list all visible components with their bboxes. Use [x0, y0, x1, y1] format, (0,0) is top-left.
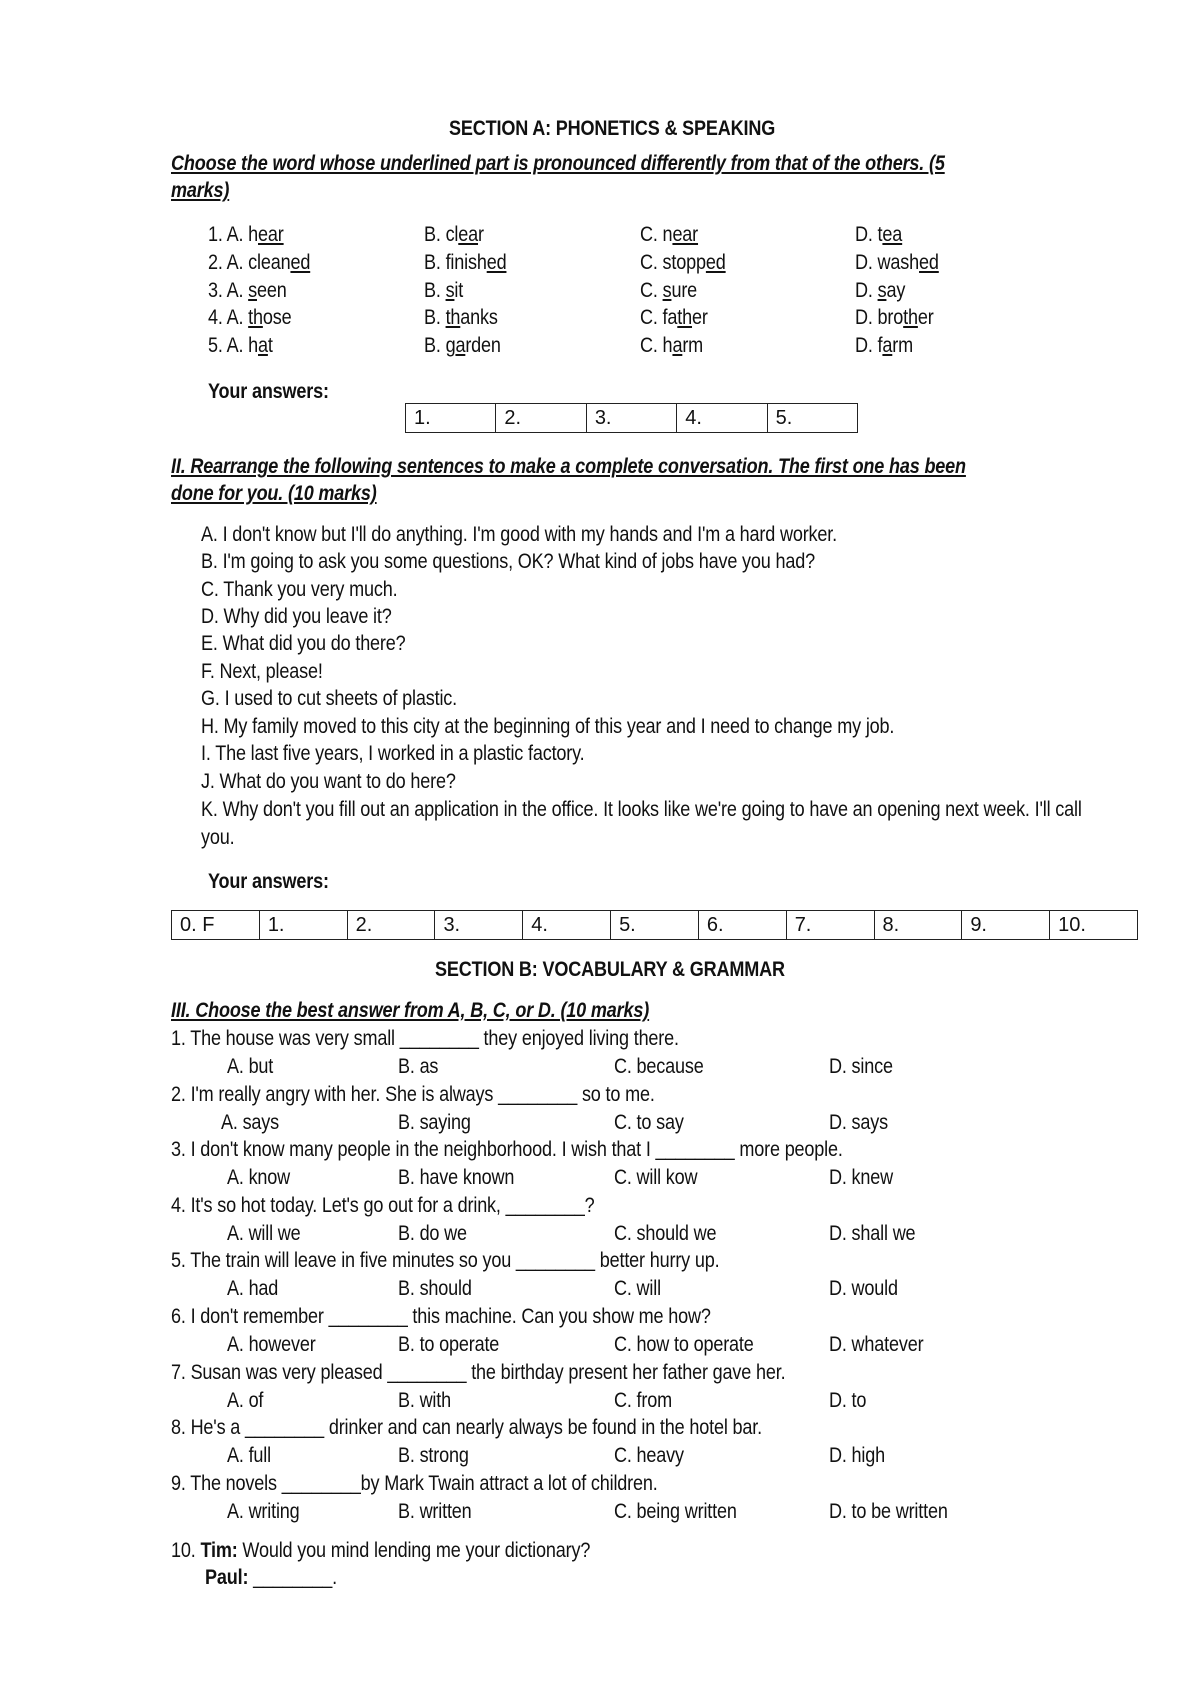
option-text: ay	[886, 279, 906, 302]
underlined-sound: ea	[458, 223, 479, 246]
phonetics-option	[208, 278, 287, 304]
answer-option[interactable]: A. had	[227, 1277, 279, 1301]
question-10-line1	[171, 1538, 590, 1564]
option-text: rm	[682, 334, 704, 357]
answer-option[interactable]: B. written	[398, 1499, 472, 1523]
question-stem: 1. The house was very small ________ they enjoyed living there.	[171, 1027, 679, 1050]
underlined-sound: ed	[290, 251, 311, 274]
answer-option[interactable]: C. will kow	[614, 1166, 698, 1190]
option-text: er	[917, 306, 934, 329]
sentence-item: B. I'm going to ask you some questions, OK? What kind of jobs have you had?	[201, 550, 815, 573]
option-text: rden	[465, 334, 501, 357]
question-number: 10.	[171, 1539, 201, 1562]
option-text: C.	[640, 279, 663, 302]
answer-option[interactable]: A. of	[227, 1388, 264, 1412]
option-text: B. cl	[424, 223, 459, 246]
underlined-sound: th	[248, 306, 263, 329]
answer-cell[interactable]: 5.	[610, 911, 698, 939]
answer-option[interactable]: C. should we	[614, 1221, 717, 1245]
answer-blank: ________.	[248, 1566, 337, 1589]
answer-option[interactable]: A. full	[227, 1444, 271, 1468]
phonetics-option	[424, 305, 498, 331]
phonetics-option	[424, 333, 501, 359]
answer-option[interactable]: D. whatever	[829, 1333, 924, 1356]
answer-option[interactable]: B. do we	[398, 1221, 467, 1245]
phonetics-option	[640, 278, 697, 304]
underlined-sound: s	[877, 279, 887, 302]
phonetics-option	[855, 278, 905, 304]
answer-cell[interactable]: 7.	[786, 911, 874, 939]
answer-option[interactable]: B. strong	[398, 1444, 469, 1468]
option-text: C. fa	[640, 306, 678, 329]
answer-option[interactable]: B. to operate	[398, 1333, 500, 1356]
answer-option[interactable]: D. high	[829, 1444, 886, 1468]
answer-cell[interactable]: 8.	[874, 911, 962, 939]
sentence-item: H. My family moved to this city at the beginning of this year and I need to change my job.	[201, 715, 895, 738]
option-text: B. g	[424, 334, 456, 357]
sentence-item: E. What did you do there?	[201, 632, 406, 655]
phonetics-option	[855, 305, 934, 331]
underlined-sound: th	[677, 306, 693, 329]
underlined-sound: s	[662, 279, 672, 302]
sentence-item: F. Next, please!	[201, 660, 323, 683]
phonetics-option	[208, 305, 291, 331]
question-text: Would you mind lending me your dictionary?	[237, 1539, 591, 1562]
answer-cell[interactable]: 2.	[495, 404, 585, 432]
phonetics-option	[640, 250, 726, 276]
answer-cell[interactable]: 9.	[961, 911, 1049, 939]
phonetics-option	[640, 222, 698, 248]
phonetics-option	[855, 222, 902, 248]
option-text: it	[454, 279, 464, 302]
sentence-item: K. Why don't you fill out an application in the office. It looks like we're going to have an opening next week. I'll call	[201, 798, 1082, 821]
answer-cell[interactable]: 2.	[347, 911, 435, 939]
sentence-item: G. I used to cut sheets of plastic.	[201, 687, 457, 710]
answer-cell[interactable]: 4.	[522, 911, 610, 939]
question-stem: 9. The novels ________by Mark Twain attract a lot of children.	[171, 1471, 658, 1495]
answer-option[interactable]: A. however	[227, 1333, 316, 1356]
answer-option[interactable]: B. should	[398, 1277, 472, 1301]
option-text: D. wash	[855, 251, 920, 274]
option-text: een	[257, 279, 287, 302]
phonetics-option	[208, 333, 273, 359]
phonetics-option	[855, 250, 939, 276]
underlined-sound: a	[455, 334, 466, 357]
part2-answers-label: Your answers:	[208, 870, 329, 893]
option-text: C. n	[640, 223, 673, 246]
answer-option[interactable]: C. because	[614, 1055, 704, 1078]
answer-option[interactable]: D. says	[829, 1110, 889, 1134]
question-stem: 8. He's a ________ drinker and can nearly always be found in the hotel bar.	[171, 1416, 762, 1440]
underlined-sound: th	[445, 306, 461, 329]
section-b-title: SECTION B: VOCABULARY & GRAMMAR	[435, 958, 785, 981]
underlined-sound: s	[445, 279, 455, 302]
option-text: t	[267, 334, 273, 357]
answer-option[interactable]: A. know	[227, 1166, 291, 1190]
option-text: ure	[671, 279, 698, 302]
part2-answer-box	[171, 910, 1138, 940]
option-text: 3. A.	[208, 279, 249, 302]
phonetics-option	[640, 305, 708, 331]
option-text: er	[692, 306, 708, 329]
answer-option[interactable]: C. how to operate	[614, 1333, 754, 1356]
answer-cell[interactable]: 3.	[434, 911, 522, 939]
question-stem: 3. I don't know many people in the neighborhood. I wish that I ________ more people.	[171, 1138, 843, 1162]
question-stem: 2. I'm really angry with her. She is always ________ so to me.	[171, 1082, 655, 1106]
answer-option[interactable]: D. knew	[829, 1166, 894, 1190]
answer-cell[interactable]: 5.	[767, 404, 857, 432]
phonetics-option	[424, 222, 484, 248]
phonetics-option	[208, 222, 284, 248]
option-text: D.	[855, 279, 878, 302]
option-text: 1. A. h	[208, 223, 259, 246]
option-text: r	[478, 223, 484, 246]
phonetics-option	[424, 278, 463, 304]
option-text: B.	[424, 306, 446, 329]
underlined-sound: ed	[705, 251, 726, 274]
answer-cell[interactable]: 1.	[259, 911, 347, 939]
question-10-line2	[205, 1565, 337, 1591]
part2-instruction-line2: done for you. (10 marks)	[171, 482, 377, 505]
answer-option[interactable]: D. to	[829, 1388, 867, 1412]
underlined-sound: ed	[919, 251, 939, 274]
sentence-item: A. I don't know but I'll do anything. I'm good with my hands and I'm a hard worker.	[201, 523, 837, 546]
option-text: rm	[892, 334, 914, 357]
option-text: D. bro	[855, 306, 904, 329]
option-text: D. t	[855, 223, 883, 246]
answer-cell[interactable]: 1.	[414, 407, 431, 429]
part1-answer-box	[405, 403, 858, 433]
answer-option[interactable]: C. being written	[614, 1499, 737, 1523]
answer-option[interactable]: D. would	[829, 1277, 898, 1301]
underlined-sound: th	[903, 306, 918, 329]
phonetics-option	[855, 333, 913, 359]
option-text: 5. A. h	[208, 334, 259, 357]
sentence-item: C. Thank you very much.	[201, 578, 398, 601]
option-text: 4. A.	[208, 306, 249, 329]
answer-option[interactable]: D. shall we	[829, 1221, 916, 1245]
answer-option[interactable]: B. with	[398, 1388, 451, 1412]
answer-option[interactable]: D. to be written	[829, 1499, 948, 1523]
option-text: D. f	[855, 334, 883, 357]
answer-option[interactable]: C. heavy	[614, 1444, 684, 1468]
underlined-sound: s	[248, 279, 258, 302]
answer-option[interactable]: A. says	[221, 1110, 280, 1134]
option-text: ose	[262, 306, 292, 329]
sentence-item-continued: you.	[201, 826, 235, 849]
answer-option[interactable]: B. have known	[398, 1166, 515, 1190]
answer-cell[interactable]: 0. F	[180, 914, 215, 936]
underlined-sound: ed	[486, 251, 507, 274]
underlined-sound: ea	[882, 223, 903, 246]
option-text: B.	[424, 279, 446, 302]
option-text: anks	[460, 306, 498, 329]
part1-instruction-line1: Choose the word whose underlined part is pronounced differently from that of the others. (5	[171, 152, 945, 175]
option-text: C. h	[640, 334, 673, 357]
sentence-item: J. What do you want to do here?	[201, 770, 456, 793]
option-text: C. stopp	[640, 251, 706, 274]
sentence-item: D. Why did you leave it?	[201, 605, 392, 628]
speaker-tim: Tim:	[200, 1539, 238, 1562]
part1-answers-label: Your answers:	[208, 380, 329, 403]
answer-option[interactable]: A. writing	[227, 1499, 300, 1523]
underlined-sound: ear	[258, 223, 284, 246]
sentence-item: I. The last five years, I worked in a plastic factory.	[201, 742, 585, 765]
answer-cell[interactable]: 10.	[1049, 911, 1137, 939]
speaker-paul: Paul:	[205, 1566, 249, 1589]
answer-option[interactable]: A. will we	[227, 1221, 301, 1245]
underlined-sound: ear	[672, 223, 699, 246]
part3-instruction: III. Choose the best answer from A, B, C, or D. (10 marks)	[171, 999, 650, 1022]
answer-option[interactable]: D. since	[829, 1055, 893, 1078]
question-stem: 6. I don't remember ________ this machine. Can you show me how?	[171, 1305, 711, 1328]
answer-option[interactable]: C. from	[614, 1388, 672, 1412]
phonetics-option	[640, 333, 703, 359]
question-stem: 7. Susan was very pleased ________ the birthday present her father gave her.	[171, 1360, 786, 1384]
answer-cell[interactable]: 3.	[586, 404, 676, 432]
answer-option[interactable]: B. as	[398, 1055, 439, 1078]
answer-option[interactable]: A. but	[227, 1055, 274, 1078]
option-text: 2. A. clean	[208, 251, 291, 274]
phonetics-option	[208, 250, 310, 276]
phonetics-option	[424, 250, 506, 276]
underlined-sound: a	[882, 334, 893, 357]
answer-option[interactable]: C. will	[614, 1277, 661, 1301]
answer-cell[interactable]: 6.	[698, 911, 786, 939]
underlined-sound: a	[672, 334, 683, 357]
answer-option[interactable]: C. to say	[614, 1110, 684, 1134]
answer-option[interactable]: B. saying	[398, 1110, 471, 1134]
question-stem: 5. The train will leave in five minutes so you ________ better hurry up.	[171, 1249, 720, 1273]
section-a-title: SECTION A: PHONETICS & SPEAKING	[449, 117, 776, 140]
option-text: B. finish	[424, 251, 487, 274]
question-stem: 4. It's so hot today. Let's go out for a drink, ________?	[171, 1193, 595, 1217]
part2-instruction-line1: II. Rearrange the following sentences to make a complete conversation. The first one has been	[171, 455, 966, 478]
answer-cell[interactable]: 4.	[676, 404, 766, 432]
underlined-sound: a	[258, 334, 268, 357]
part1-instruction-line2: marks)	[171, 179, 230, 202]
